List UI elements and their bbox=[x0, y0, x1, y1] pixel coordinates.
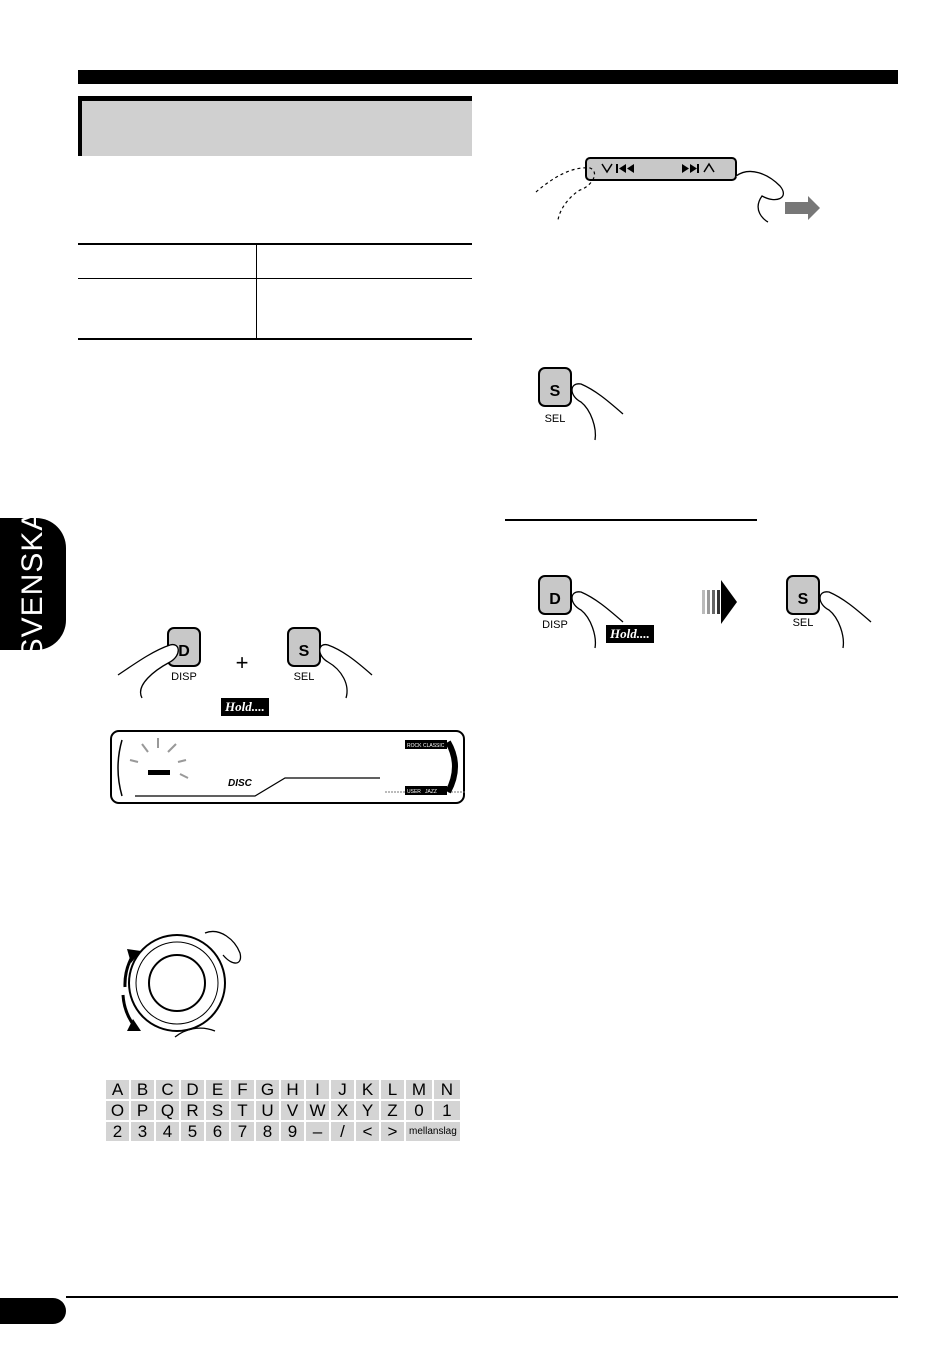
table-top-rule bbox=[78, 243, 472, 245]
disp-label: DISP bbox=[542, 619, 568, 631]
char-cell-space: mellanslag bbox=[406, 1122, 460, 1141]
char-cell: / bbox=[331, 1122, 354, 1141]
table-column-divider bbox=[256, 243, 257, 339]
eq-label-user: USER bbox=[407, 789, 421, 795]
char-cell: 4 bbox=[156, 1122, 179, 1141]
char-cell: O bbox=[106, 1101, 129, 1120]
char-cell: 0 bbox=[406, 1101, 432, 1120]
char-cell: G bbox=[256, 1080, 279, 1099]
disp-letter: D bbox=[178, 643, 190, 660]
char-cell: 9 bbox=[281, 1122, 304, 1141]
lcd-display-illustration bbox=[110, 730, 465, 805]
char-cell: M bbox=[406, 1080, 432, 1099]
footer-rule bbox=[66, 1296, 898, 1298]
sel-letter: S bbox=[298, 643, 310, 660]
disp-letter: D bbox=[549, 591, 561, 608]
character-row bbox=[106, 1080, 460, 1099]
arrow-right-icon bbox=[785, 196, 820, 220]
top-rule bbox=[78, 70, 898, 84]
hold-badge: Hold.... bbox=[221, 698, 269, 716]
char-cell: F bbox=[231, 1080, 254, 1099]
eq-label-classic: CLASSIC bbox=[423, 743, 445, 749]
char-cell: P bbox=[131, 1101, 154, 1120]
disp-sel-press-illustration bbox=[110, 620, 390, 700]
table-middle-rule bbox=[78, 278, 472, 279]
eq-label-rock: ROCK bbox=[407, 743, 422, 749]
lcd-disc-label: DISC bbox=[228, 778, 252, 789]
char-cell: 2 bbox=[106, 1122, 129, 1141]
char-cell: J bbox=[331, 1080, 354, 1099]
char-cell: Q bbox=[156, 1101, 179, 1120]
char-cell: Z bbox=[381, 1101, 404, 1120]
char-cell: 5 bbox=[181, 1122, 204, 1141]
language-tab-label: SVENSKA bbox=[16, 509, 49, 659]
char-cell: K bbox=[356, 1080, 379, 1099]
char-cell: U bbox=[256, 1101, 279, 1120]
char-cell: Y bbox=[356, 1101, 379, 1120]
char-cell: D bbox=[181, 1080, 204, 1099]
char-cell: > bbox=[381, 1122, 404, 1141]
char-cell: 8 bbox=[256, 1122, 279, 1141]
char-cell: S bbox=[206, 1101, 229, 1120]
sel-label: SEL bbox=[293, 671, 315, 683]
language-tab bbox=[0, 509, 66, 659]
disp-hold-then-sel-illustration bbox=[525, 570, 885, 650]
sel-letter: S bbox=[549, 383, 561, 400]
plus-sign: + bbox=[235, 650, 249, 675]
char-cell: 7 bbox=[231, 1122, 254, 1141]
table-bottom-rule bbox=[78, 338, 472, 340]
dial-center[interactable] bbox=[149, 955, 205, 1011]
section-rule bbox=[505, 519, 757, 521]
finger-left-icon bbox=[118, 645, 178, 698]
char-cell: X bbox=[331, 1101, 354, 1120]
sel-label: SEL bbox=[544, 413, 566, 425]
char-cell: N bbox=[434, 1080, 460, 1099]
page-number-tab bbox=[0, 1298, 66, 1324]
char-cell: 3 bbox=[131, 1122, 154, 1141]
char-cell: I bbox=[306, 1080, 329, 1099]
char-cell: R bbox=[181, 1101, 204, 1120]
char-cell: C bbox=[156, 1080, 179, 1099]
char-cell: A bbox=[106, 1080, 129, 1099]
finger-solid-icon bbox=[736, 171, 783, 222]
finger-icon bbox=[572, 384, 623, 440]
arrow-right-icon bbox=[702, 580, 737, 624]
character-row bbox=[106, 1101, 460, 1120]
sel-press-illustration bbox=[525, 362, 635, 442]
char-cell: L bbox=[381, 1080, 404, 1099]
sel-label: SEL bbox=[792, 617, 814, 629]
char-cell: T bbox=[231, 1101, 254, 1120]
sel-letter: S bbox=[797, 591, 809, 608]
character-row bbox=[106, 1122, 460, 1141]
char-cell: 1 bbox=[434, 1101, 460, 1120]
cursor-block bbox=[148, 770, 170, 775]
char-cell: W bbox=[306, 1101, 329, 1120]
char-cell: H bbox=[281, 1080, 304, 1099]
character-grid bbox=[104, 1078, 462, 1143]
char-cell: V bbox=[281, 1101, 304, 1120]
disp-label: DISP bbox=[171, 671, 197, 683]
char-cell: < bbox=[356, 1122, 379, 1141]
char-cell: 6 bbox=[206, 1122, 229, 1141]
control-dial-illustration bbox=[105, 925, 255, 1055]
hold-badge: Hold.... bbox=[606, 625, 654, 643]
section-header-box bbox=[78, 96, 472, 156]
finger-right-icon bbox=[320, 645, 372, 698]
eq-label-jazz: JAZZ bbox=[425, 789, 437, 795]
skip-buttons-illustration bbox=[530, 150, 830, 230]
finger-icon bbox=[820, 592, 871, 648]
char-cell: B bbox=[131, 1080, 154, 1099]
char-cell: E bbox=[206, 1080, 229, 1099]
char-cell: – bbox=[306, 1122, 329, 1141]
